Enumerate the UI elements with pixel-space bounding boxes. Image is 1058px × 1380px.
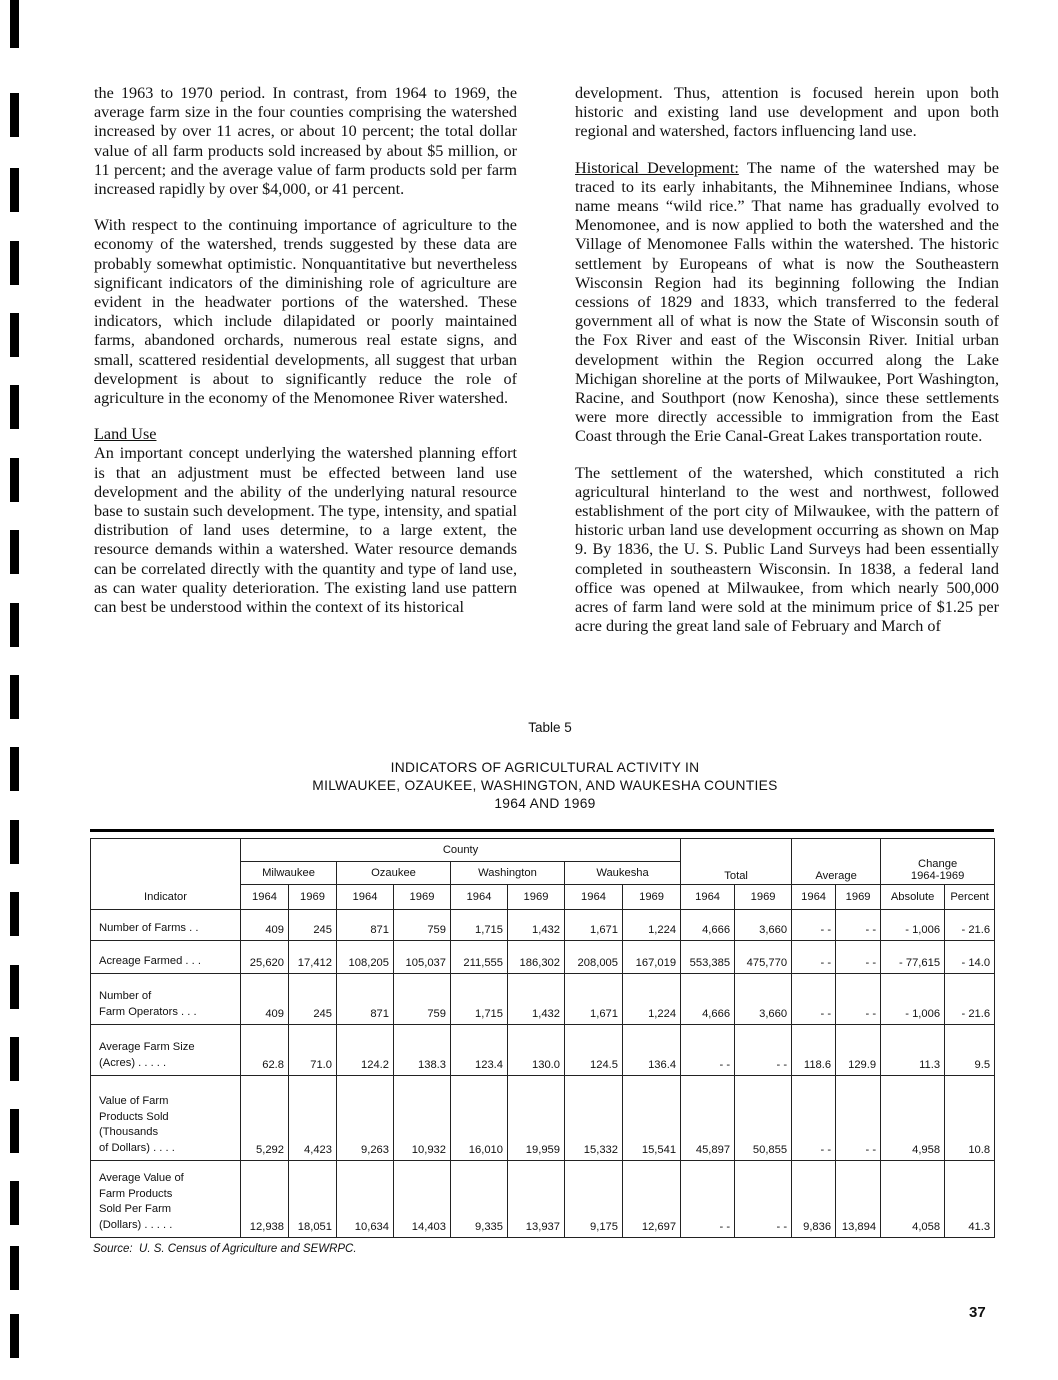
header-year: 1964 xyxy=(451,885,508,910)
value-cell: - 1,006 xyxy=(881,910,945,941)
table-row xyxy=(91,974,995,1025)
value-cell: 9,175 xyxy=(565,1161,623,1238)
value-cell: - - xyxy=(681,1161,735,1238)
value-cell: 25,620 xyxy=(241,941,289,974)
value-cell: 475,770 xyxy=(735,941,792,974)
value-cell: 4,058 xyxy=(881,1161,945,1238)
value-cell: 1,715 xyxy=(451,910,508,941)
value-cell: 409 xyxy=(241,910,289,941)
value-cell: 15,541 xyxy=(623,1076,681,1161)
value-cell: 123.4 xyxy=(451,1025,508,1076)
header-year: 1969 xyxy=(508,885,565,910)
value-cell: 871 xyxy=(337,910,394,941)
value-cell: 10,634 xyxy=(337,1161,394,1238)
right-column xyxy=(575,84,999,636)
land-use-heading: Land Use xyxy=(94,425,157,444)
value-cell: 186,302 xyxy=(508,941,565,974)
value-cell: 208,005 xyxy=(565,941,623,974)
indicator-cell: Value of Farm Products Sold (Thousands of Dollars) . . . . xyxy=(91,1076,241,1161)
indicator-cell: Number of Farm Operators . . . xyxy=(91,974,241,1025)
value-cell: - 1,006 xyxy=(881,974,945,1025)
header-waukesha: Waukesha xyxy=(565,862,681,885)
indicator-cell: Acreage Farmed . . . xyxy=(91,941,241,974)
value-cell: 45,897 xyxy=(681,1076,735,1161)
value-cell: 17,412 xyxy=(289,941,337,974)
value-cell: 3,660 xyxy=(735,974,792,1025)
value-cell: 9.5 xyxy=(945,1025,995,1076)
value-cell: 12,938 xyxy=(241,1161,289,1238)
value-cell: - - xyxy=(792,974,836,1025)
value-cell: - - xyxy=(681,1025,735,1076)
table-label: Table 5 xyxy=(528,720,572,735)
binding-marks xyxy=(10,0,20,1380)
value-cell: 11.3 xyxy=(881,1025,945,1076)
value-cell: 1,715 xyxy=(451,974,508,1025)
header-year: 1969 xyxy=(836,885,881,910)
table-title-line-2: MILWAUKEE, OZAUKEE, WASHINGTON, AND WAUKESHA COUNTIES xyxy=(312,778,778,793)
indicator-cell: Average Value of Farm Products Sold Per Farm (Dollars) . . . . . xyxy=(91,1161,241,1238)
value-cell: - - xyxy=(836,910,881,941)
value-cell: - - xyxy=(792,1076,836,1161)
indicator-cell: Number of Farms . . xyxy=(91,910,241,941)
value-cell: 41.3 xyxy=(945,1161,995,1238)
value-cell: 71.0 xyxy=(289,1025,337,1076)
header-year: 1964 xyxy=(337,885,394,910)
table-top-rule xyxy=(90,829,994,832)
value-cell: 1,671 xyxy=(565,974,623,1025)
value-cell: - - xyxy=(836,974,881,1025)
value-cell: 10.8 xyxy=(945,1076,995,1161)
value-cell: - - xyxy=(792,910,836,941)
header-change-line-1: Change xyxy=(918,858,958,870)
value-cell: 108,205 xyxy=(337,941,394,974)
indicator-cell: Average Farm Size (Acres) . . . . . xyxy=(91,1025,241,1076)
right-paragraph-2-text: The name of the watershed may be traced to its early inhabitants, the Mihneminee Indians, whose name means “wild rice.” That name has gradually evolved to Menomonee, and is now applied to both the watershed and the Village of Menomonee Falls within the watershed. The historic settlement by Europeans of what is now the Southeastern Wisconsin Region had its beginning following the Indian cessions of 1829 and 1833, which transferred to the federal government all of what is now the State of Wisconsin south of the Fox River and east of the Wisconsin River. Initial urban development within the Region occurred along the Lake Michigan shoreline at the ports of Milwaukee, Port Washington, Racine, and Southport (now Kenosha), since these settlements were more directly accessible to immigration from the East Coast through the Erie Canal-Great Lakes transportation route. xyxy=(575,158,1000,446)
header-milwaukee: Milwaukee xyxy=(241,862,337,885)
header-year: 1964 xyxy=(241,885,289,910)
right-paragraph-3: The settlement of the watershed, which constituted a rich agricultural hinterland to the west and northwest, followed establishment of the port city of Milwaukee, with the pattern of historic urban land use development occurring as shown on Map 9. By 1836, the U. S. Public Land Surveys had been essentially completed in southeastern Wisconsin. In 1838, a federal land office was opened at Milwaukee, from which nearly 500,000 acres of farm land were sold at the minimum price of $1.25 per acre during the great land sale of February and March of xyxy=(575,463,999,636)
value-cell: 118.6 xyxy=(792,1025,836,1076)
value-cell: 1,432 xyxy=(508,910,565,941)
value-cell: 129.9 xyxy=(836,1025,881,1076)
header-year: 1964 xyxy=(681,885,735,910)
left-paragraph-3: An important concept underlying the watershed planning effort is that an adjustment must be effected between land use development and the ability of the underlying natural resource base to sustain such development. The type, intensity, and spatial distribution of land uses determine, to a large extent, the resource demands within a watershed. Water resource demands can be correlated directly with the quantity and type of land use, as can water quality deterioration. The existing land use pattern can best be understood within the context of its historical xyxy=(94,444,517,617)
value-cell: 50,855 xyxy=(735,1076,792,1161)
table-title-line-1: INDICATORS OF AGRICULTURAL ACTIVITY IN xyxy=(390,760,700,775)
value-cell: 4,666 xyxy=(681,910,735,941)
value-cell: 1,224 xyxy=(623,974,681,1025)
value-cell: 124.5 xyxy=(565,1025,623,1076)
value-cell: 245 xyxy=(289,974,337,1025)
right-paragraph-1: development. Thus, attention is focused herein upon both historic and existing land use development and upon both regional and watershed, factors influencing land use. xyxy=(575,84,999,141)
header-change-line-2: 1964-1969 xyxy=(910,870,965,882)
value-cell: 62.8 xyxy=(241,1025,289,1076)
value-cell: 130.0 xyxy=(508,1025,565,1076)
value-cell: - - xyxy=(836,941,881,974)
table-title xyxy=(0,759,1058,813)
header-year: 1969 xyxy=(623,885,681,910)
table-row xyxy=(91,1161,995,1238)
value-cell: 1,671 xyxy=(565,910,623,941)
value-cell: 18,051 xyxy=(289,1161,337,1238)
value-cell: 12,697 xyxy=(623,1161,681,1238)
header-ozaukee: Ozaukee xyxy=(337,862,451,885)
value-cell: 4,423 xyxy=(289,1076,337,1161)
value-cell: 3,660 xyxy=(735,910,792,941)
value-cell: - - xyxy=(836,1076,881,1161)
header-year: 1964 xyxy=(792,885,836,910)
agriculture-table xyxy=(90,838,995,1238)
left-column xyxy=(94,84,517,617)
header-absolute: Absolute xyxy=(881,885,945,910)
header-total: Total xyxy=(681,839,792,885)
value-cell: 19,959 xyxy=(508,1076,565,1161)
value-cell: - 77,615 xyxy=(881,941,945,974)
value-cell: 871 xyxy=(337,974,394,1025)
left-paragraph-2: With respect to the continuing importance of agriculture to the economy of the watershed, trends suggested by these data are probably somewhat optimistic. Nonquantitative but nevertheless significant indicators of the diminishing role of agriculture are evident in the headwater portions of the watershed. These indicators, which include dilapidated or poorly maintained farms, abandoned orchards, numerous real estate signs, and small, scattered residential developments, all suggest that urban development is about to significantly reduce the role of agriculture in the economy of the Menomonee River watershed. xyxy=(94,216,517,408)
value-cell: 15,332 xyxy=(565,1076,623,1161)
left-paragraph-1: the 1963 to 1970 period. In contrast, from 1964 to 1969, the average farm size in the four counties comprising the watershed increased by over 11 acres, or about 10 percent; the total dollar value of all farm products sold increased by about $5 million, or 11 percent; and the average value of farm products sold per farm increased rapidly by over $4,000, or 41 percent. xyxy=(94,84,517,199)
header-county: County xyxy=(241,839,681,862)
value-cell: 553,385 xyxy=(681,941,735,974)
value-cell: 124.2 xyxy=(337,1025,394,1076)
table-row xyxy=(91,910,995,941)
table-row xyxy=(91,1076,995,1161)
source-text: U. S. Census of Agriculture and SEWRPC. xyxy=(139,1243,357,1255)
table-row xyxy=(91,1025,995,1076)
header-percent: Percent xyxy=(945,885,995,910)
table-title-line-3: 1964 AND 1969 xyxy=(494,796,596,811)
table-source xyxy=(93,1243,357,1255)
value-cell: 138.3 xyxy=(394,1025,451,1076)
value-cell: 9,263 xyxy=(337,1076,394,1161)
header-average: Average xyxy=(792,839,881,885)
value-cell: 9,836 xyxy=(792,1161,836,1238)
value-cell: 1,224 xyxy=(623,910,681,941)
value-cell: 105,037 xyxy=(394,941,451,974)
header-change xyxy=(881,839,995,885)
value-cell: - 14.0 xyxy=(945,941,995,974)
value-cell: - - xyxy=(792,941,836,974)
right-paragraph-2 xyxy=(575,159,999,447)
value-cell: 1,432 xyxy=(508,974,565,1025)
page-number: 37 xyxy=(969,1304,986,1321)
source-label: Source: xyxy=(93,1243,133,1255)
historical-development-heading: Historical Development: xyxy=(575,158,739,177)
value-cell: 759 xyxy=(394,910,451,941)
value-cell: 4,958 xyxy=(881,1076,945,1161)
table-body xyxy=(91,910,995,1238)
header-year: 1969 xyxy=(394,885,451,910)
value-cell: - 21.6 xyxy=(945,974,995,1025)
value-cell: 211,555 xyxy=(451,941,508,974)
header-year: 1969 xyxy=(289,885,337,910)
value-cell: 409 xyxy=(241,974,289,1025)
value-cell: 10,932 xyxy=(394,1076,451,1161)
value-cell: 14,403 xyxy=(394,1161,451,1238)
value-cell: - - xyxy=(735,1025,792,1076)
header-year: 1964 xyxy=(565,885,623,910)
value-cell: 9,335 xyxy=(451,1161,508,1238)
value-cell: 5,292 xyxy=(241,1076,289,1161)
value-cell: - - xyxy=(735,1161,792,1238)
value-cell: 13,937 xyxy=(508,1161,565,1238)
header-indicator: Indicator xyxy=(91,839,241,910)
table-row xyxy=(91,941,995,974)
value-cell: 759 xyxy=(394,974,451,1025)
header-washington: Washington xyxy=(451,862,565,885)
value-cell: 136.4 xyxy=(623,1025,681,1076)
value-cell: 16,010 xyxy=(451,1076,508,1161)
value-cell: 13,894 xyxy=(836,1161,881,1238)
value-cell: 167,019 xyxy=(623,941,681,974)
value-cell: 245 xyxy=(289,910,337,941)
value-cell: 4,666 xyxy=(681,974,735,1025)
header-year: 1969 xyxy=(735,885,792,910)
value-cell: - 21.6 xyxy=(945,910,995,941)
